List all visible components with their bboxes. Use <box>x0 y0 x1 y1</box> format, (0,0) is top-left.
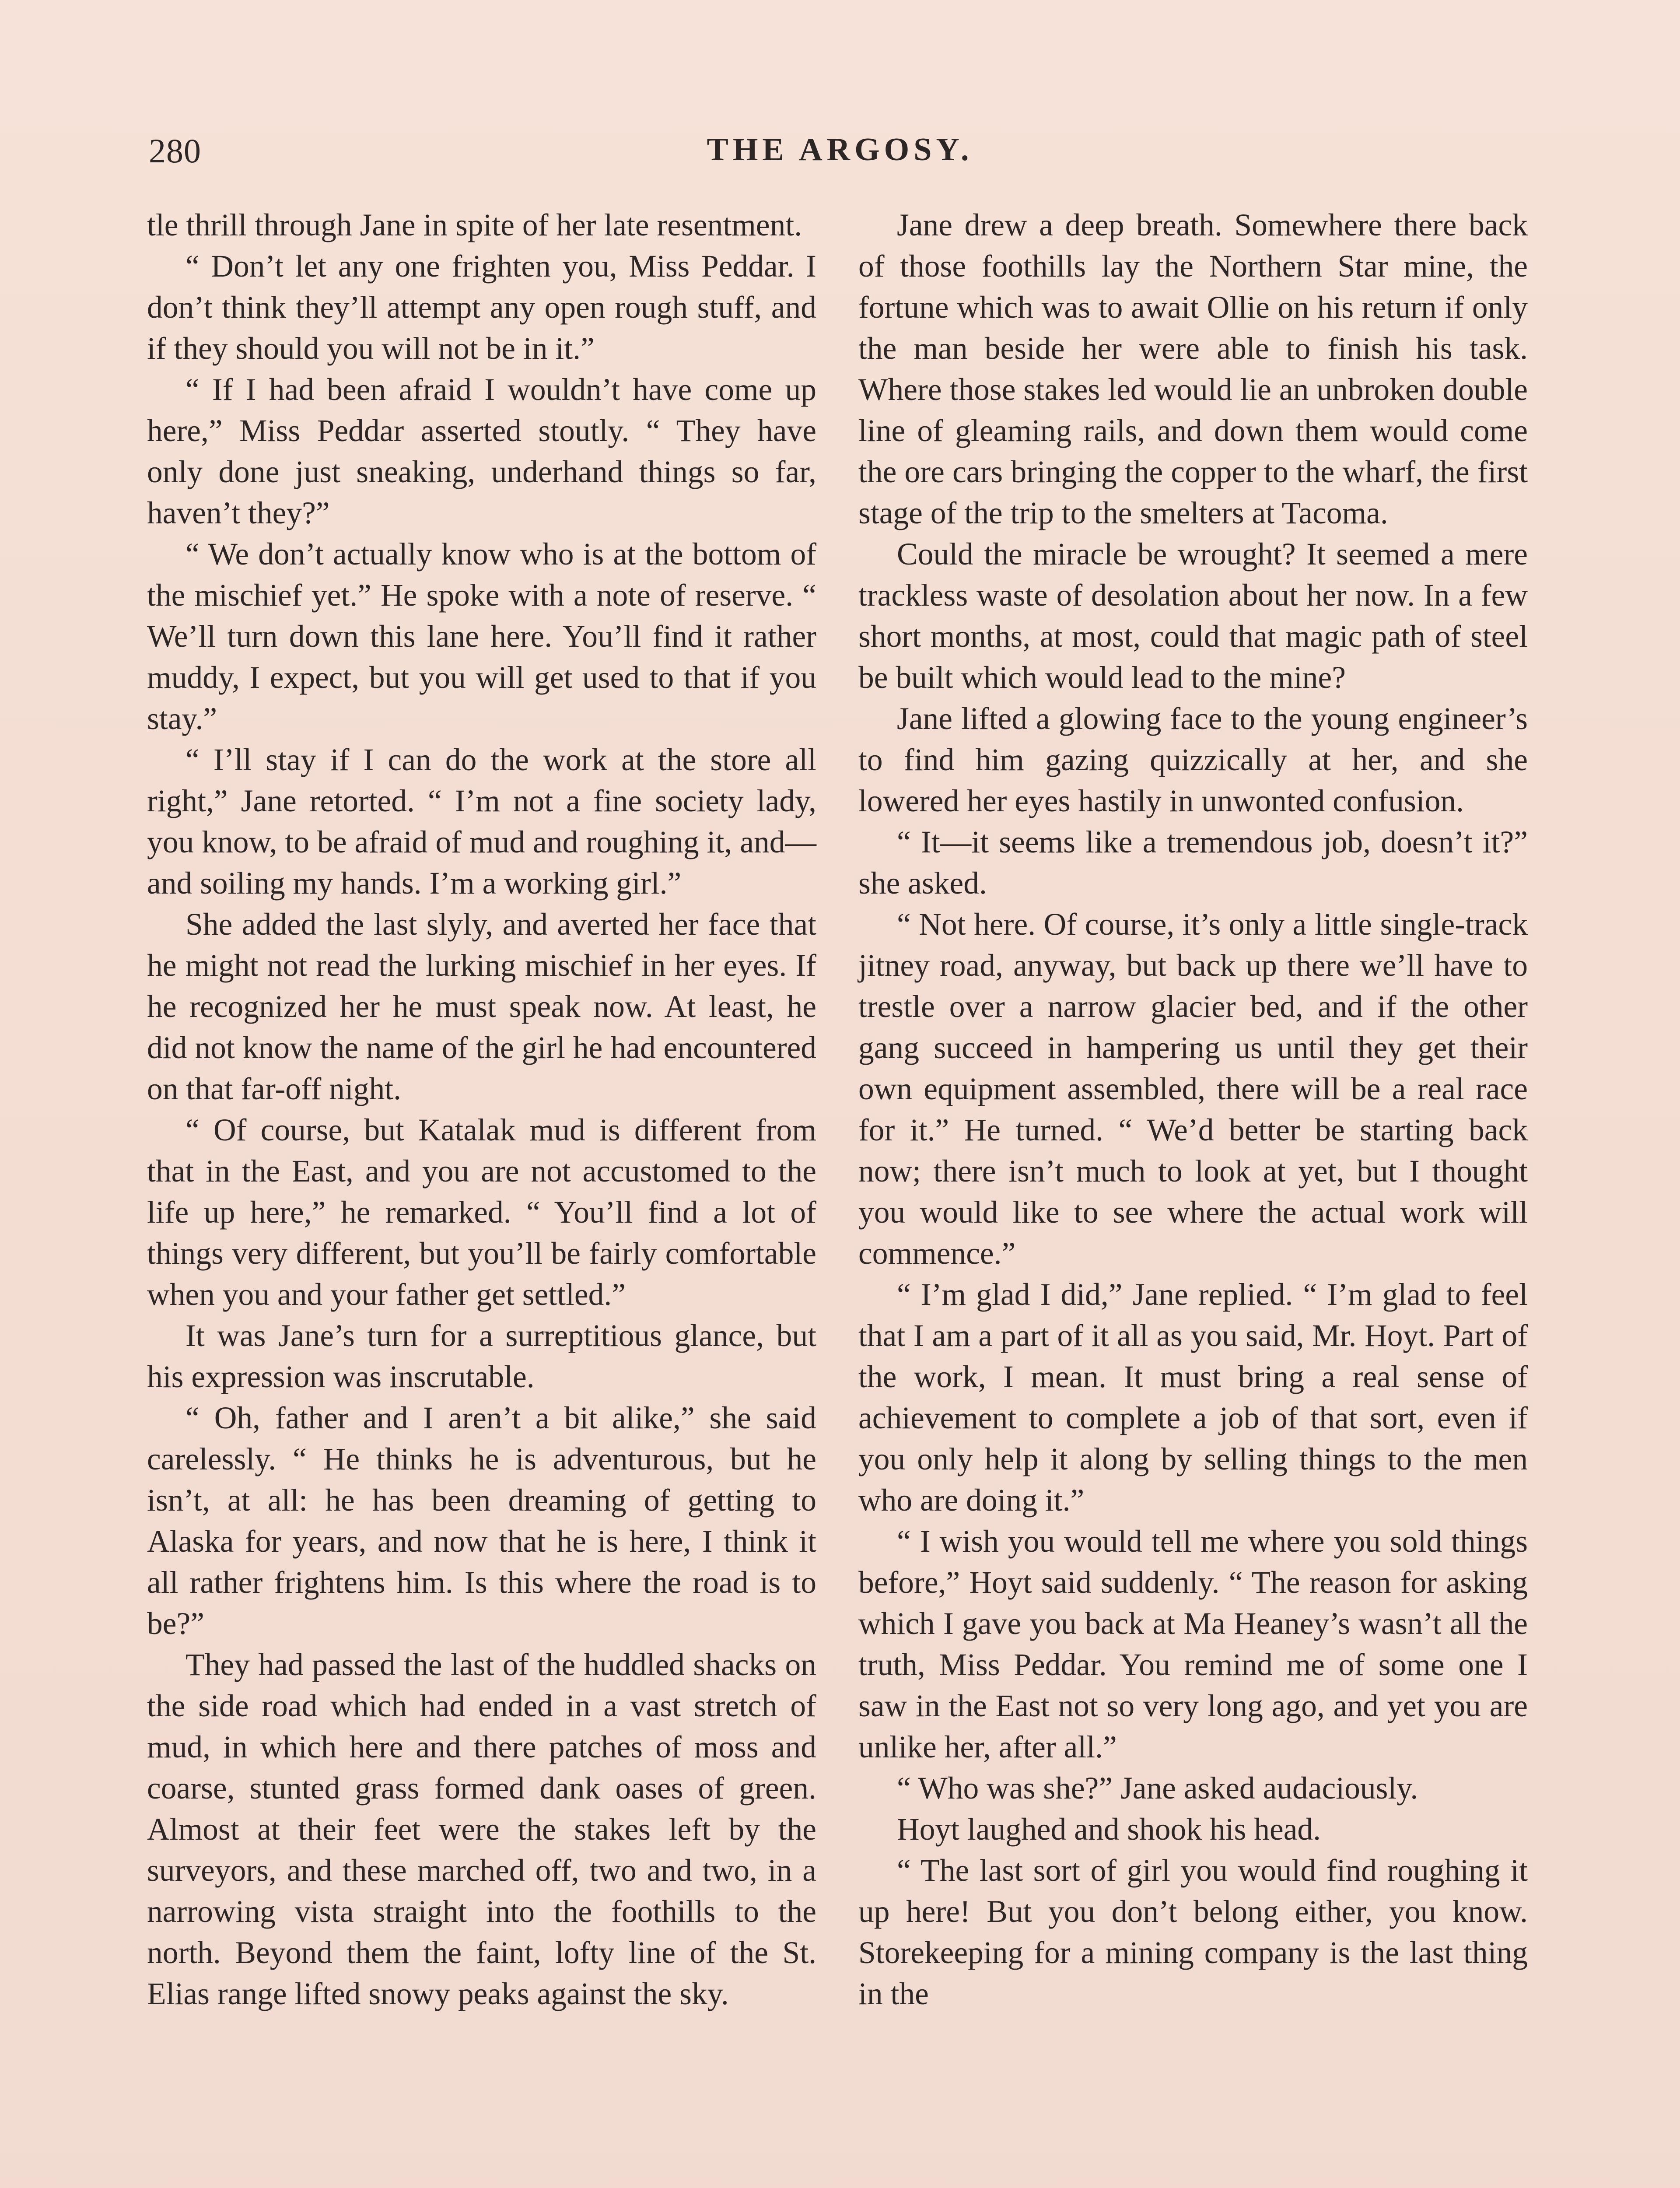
paragraph: “ Not here. Of course, it’s only a little single-track jitney road, anyway, but back up there we’ll have to trestle over a narrow glacier bed, and if the other gang succeed in hampering us until they get their own equipment assembled, there will be a real race for it.” He turned. “ We’d better be starting back now; there isn’t much to look at yet, but I thought you would like to see where the actual work will commence.” <box>858 907 1528 1271</box>
paragraph: “ Oh, father and I aren’t a bit alike,” she said carelessly. “ He thinks he is adventurous, but he isn’t, at all: he has been dreaming of getting to Alaska for years, and now that he is here, I think it all rather frightens him. Is this where the road is to be?” <box>147 1401 816 1641</box>
paragraph: Could the miracle be wrought? It seemed a mere trackless waste of desolation about her now. In a few short months, at most, could that magic path of steel be built which would lead to the mine? <box>858 537 1528 695</box>
paragraph: Hoyt laughed and shook his head. <box>897 1812 1321 1847</box>
paragraph: “ I’ll stay if I can do the work at the store all right,” Jane retorted. “ I’m not a fine society lady, you know, to be afraid of mud and roughing it, and—and soiling my hands. I’m a working girl.” <box>147 743 816 901</box>
page-header <box>149 131 1531 179</box>
paragraph: “ I’m glad I did,” Jane replied. “ I’m glad to feel that I am a part of it all as you said, Mr. Hoyt. Part of the work, I mean. It must bring a real sense of achievement to complete a job of that sort, even if you only help it along by selling things to the men who are doing it.” <box>858 1277 1528 1518</box>
page-number: 280 <box>149 132 201 170</box>
running-title: THE ARGOSY. <box>707 132 973 168</box>
paragraph: It was Jane’s turn for a surreptitious glance, but his expression was inscrutable. <box>147 1318 816 1394</box>
paragraph: “ We don’t actually know who is at the bottom of the mischief yet.” He spoke with a note of reserve. “ We’ll turn down this lane here. You’ll find it rather muddy, I expect, but you will get used to that if you stay.” <box>147 537 816 736</box>
paragraph: “ If I had been afraid I wouldn’t have come up here,” Miss Peddar asserted stoutly. “ They have only done just sneaking, underhand things so far, haven’t they?” <box>147 372 816 530</box>
paragraph: “ It—it seems like a tremendous job, doesn’t it?” she asked. <box>858 825 1528 901</box>
left-text-column <box>147 205 816 2015</box>
right-text-column <box>858 205 1528 2015</box>
paragraph: Jane drew a deep breath. Somewhere there back of those foothills lay the Northern Star mine, the fortune which was to await Ollie on his return if only the man beside her were able to finish his task. Where those stakes led would lie an unbroken double line of gleaming rails, and down them would come the ore cars bringing the copper to the wharf, the first stage of the trip to the smelters at Tacoma. <box>858 208 1528 530</box>
paragraph: “ Who was she?” Jane asked audaciously. <box>897 1771 1418 1806</box>
paragraph: “ Don’t let any one frighten you, Miss Peddar. I don’t think they’ll attempt any open rough stuff, and if they should you will not be in it.” <box>147 249 816 366</box>
paragraph: tle thrill through Jane in spite of her late resentment. <box>147 208 802 242</box>
paragraph: She added the last slyly, and averted her face that he might not read the lurking mischief in her eyes. If he recognized her he must speak now. At least, he did not know the name of the girl he had encountered on that far-off night. <box>147 907 816 1106</box>
paragraph: Jane lifted a glowing face to the young engineer’s to find him gazing quizzically at her, and she lowered her eyes hastily in unwonted confusion. <box>858 701 1528 818</box>
paragraph: “ Of course, but Katalak mud is different from that in the East, and you are not accustomed to the life up here,” he remarked. “ You’ll find a lot of things very different, but you’ll be fairly comfortable when you and your father get settled.” <box>147 1113 816 1312</box>
paragraph: They had passed the last of the huddled shacks on the side road which had ended in a vast stretch of mud, in which here and there patches of moss and coarse, stunted grass formed dank oases of green. Almost at their feet were the stakes left by the surveyors, and these marched off, two and two, in a narrowing vista straight into the foothills to the north. Beyond them the faint, lofty line of the St. Elias range lifted snowy peaks against the sky. <box>147 1648 816 2011</box>
paragraph: “ I wish you would tell me where you sold things before,” Hoyt said suddenly. “ The reason for asking which I gave you back at Ma Heaney’s wasn’t all the truth, Miss Peddar. You remind me of some one I saw in the East not so very long ago, and yet you are unlike her, after all.” <box>858 1524 1528 1764</box>
paragraph: “ The last sort of girl you would find roughing it up here! But you don’t belong either, you know. Storekeeping for a mining company is the last thing in the <box>858 1853 1528 2011</box>
